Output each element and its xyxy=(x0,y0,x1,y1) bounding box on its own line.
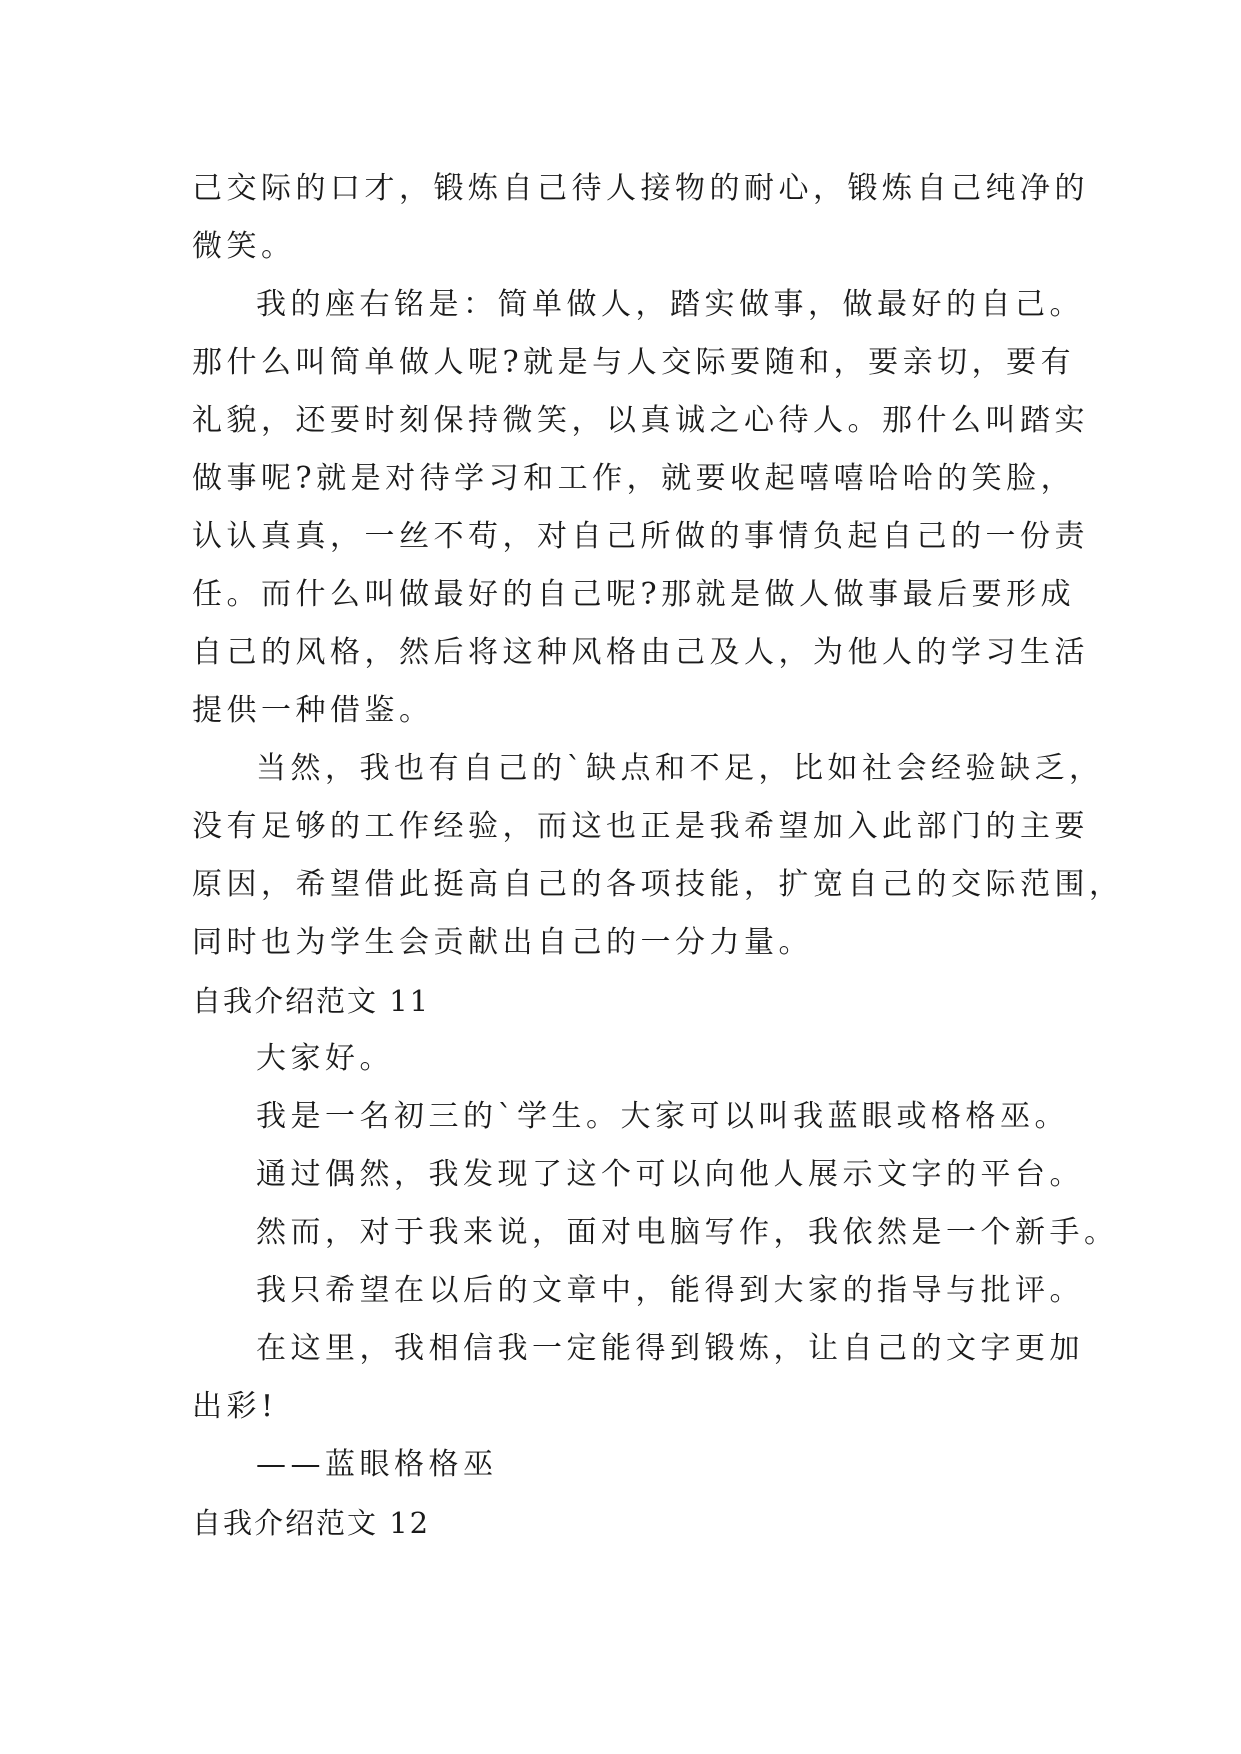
section-heading: 自我介绍范文 11 xyxy=(192,984,431,1018)
signature-line: ——蓝眼格格巫 xyxy=(256,1447,498,1482)
text-line: 出彩! xyxy=(192,1389,278,1424)
paragraph xyxy=(192,740,1124,972)
text-line: 自己的风格，然后将这种风格由己及人，为他人的学习生活 xyxy=(192,635,1089,670)
text-line: 那什么叫简单做人呢?就是与人交际要随和，要亲切，要有 xyxy=(192,345,1076,380)
text-line: 礼貌，还要时刻保持微笑，以真诚之心待人。那什么叫踏实 xyxy=(192,403,1089,438)
text-line: 没有足够的工作经验，而这也正是我希望加入此部门的主要 xyxy=(192,809,1089,844)
text-line: 大家好。 xyxy=(256,1041,394,1076)
document-body xyxy=(192,160,1124,1552)
text-line: 同时也为学生会贡献出自己的一分力量。 xyxy=(192,925,813,960)
paragraph xyxy=(192,1320,1084,1436)
text-line: 我只希望在以后的文章中，能得到大家的指导与批评。 xyxy=(256,1273,1084,1308)
paragraph xyxy=(192,276,1089,740)
text-line: 然而，对于我来说，面对电脑写作，我依然是一个新手。 xyxy=(256,1215,1119,1250)
text-line: 在这里，我相信我一定能得到锻炼，让自己的文字更加 xyxy=(256,1331,1084,1366)
text-line: 我的座右铭是：简单做人，踏实做事，做最好的自己。 xyxy=(256,287,1084,322)
text-line: 原因，希望借此挺高自己的各项技能，扩宽自己的交际范围， xyxy=(192,867,1124,902)
text-line: 微笑。 xyxy=(192,229,296,264)
text-line: 提供一种借鉴。 xyxy=(192,693,434,728)
text-line: 认认真真，一丝不苟，对自己所做的事情负起自己的一份责 xyxy=(192,519,1089,554)
section-heading: 自我介绍范文 12 xyxy=(192,1506,431,1540)
text-line: 当然，我也有自己的`缺点和不足，比如社会经验缺乏， xyxy=(256,751,1104,786)
text-line: 通过偶然，我发现了这个可以向他人展示文字的平台。 xyxy=(256,1157,1084,1192)
text-line: 任。而什么叫做最好的自己呢?那就是做人做事最后要形成 xyxy=(192,577,1076,612)
paragraph xyxy=(192,160,1089,276)
text-line: 我是一名初三的`学生。大家可以叫我蓝眼或格格巫。 xyxy=(256,1099,1069,1134)
text-line: 己交际的口才，锻炼自己待人接物的耐心，锻炼自己纯净的 xyxy=(192,171,1089,206)
text-line: 做事呢?就是对待学习和工作，就要收起嘻嘻哈哈的笑脸， xyxy=(192,461,1076,496)
